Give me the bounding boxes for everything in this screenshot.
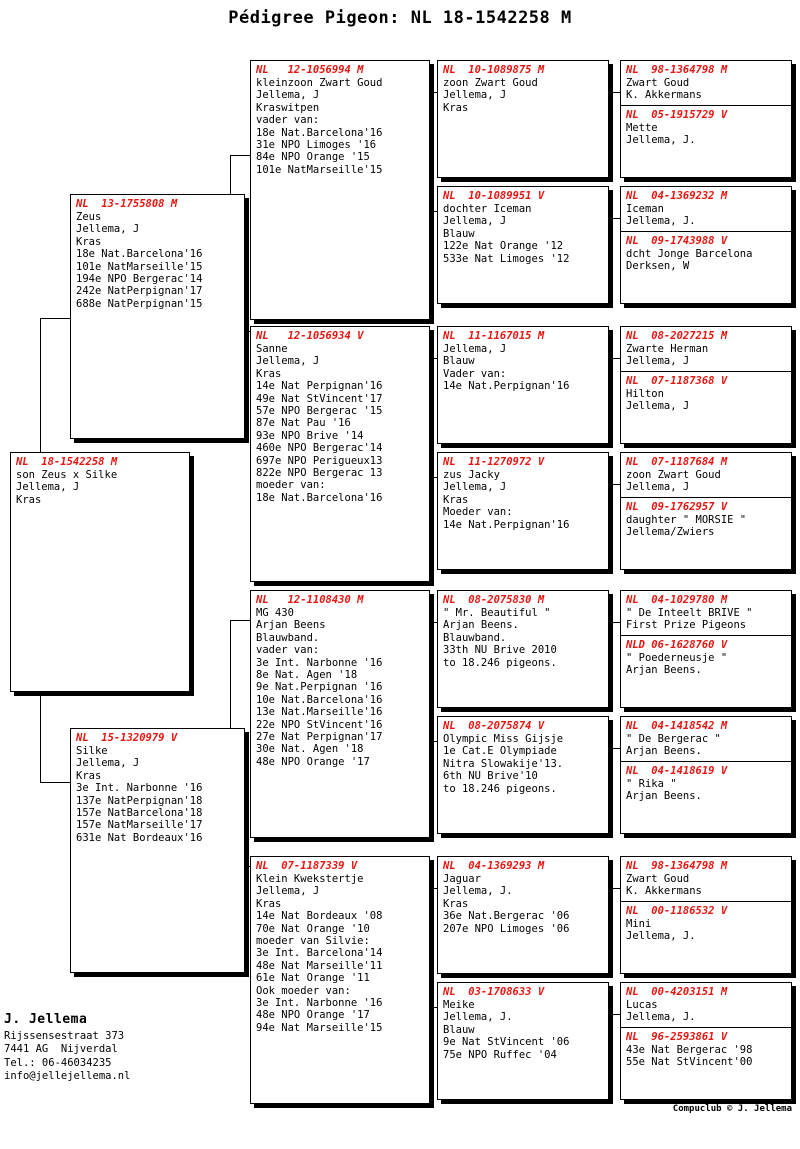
card-line: Jellema, J — [256, 89, 320, 102]
card-line: Ook moeder van: — [256, 984, 351, 997]
card-gen5-dss[interactable] — [620, 590, 792, 708]
ring-number: NL 04-1418542 M — [626, 720, 728, 732]
card-line: Jellema/Zwiers — [626, 526, 715, 539]
ring-number: NL 04-1369293 M — [443, 860, 545, 872]
card-gen5-ds[interactable] — [620, 326, 792, 444]
card-line: 84e NPO Orange '15 — [256, 151, 370, 164]
card-line: Zwarte Herman — [626, 343, 709, 355]
card-line: 8e Nat. Agen '18 — [256, 669, 358, 682]
ring-number: NL 10-1089875 M — [443, 64, 545, 76]
ring-number: NL 04-1369232 M — [626, 190, 728, 202]
card-line: Jellema, J — [256, 885, 320, 898]
software-credit: Compuclub © J. Jellema — [672, 1104, 792, 1114]
card-line: Kras — [443, 897, 469, 910]
ring-number: NL 18-1542258 M — [16, 456, 118, 468]
card-dam-sire-sire[interactable] — [437, 590, 609, 708]
owner-address: Rijssensestraat 373 — [4, 1029, 125, 1042]
card-line: Blauw — [443, 1023, 475, 1036]
divider — [621, 371, 791, 372]
card-line: dcht Jonge Barcelona — [626, 247, 753, 260]
divider — [621, 105, 791, 106]
card-sire-sire-dam[interactable] — [437, 186, 609, 304]
owner-phone: Tel.: 06-46034235 — [4, 1056, 112, 1069]
card-line: 61e Nat Orange '11 — [256, 972, 370, 985]
card-line: Jellema, J. — [626, 134, 696, 147]
card-line: 3e Int. Barcelona'14 — [256, 947, 383, 960]
card-line: to 18.246 pigeons. — [443, 656, 557, 669]
card-line: " De Inteelt BRIVE " — [626, 607, 753, 619]
card-dam[interactable] — [70, 728, 245, 973]
card-line: Jellema, J — [443, 89, 507, 102]
card-line: Klein Kwekstertje — [256, 873, 364, 885]
card-line: Mette — [626, 121, 658, 134]
card-line: Arjan Beens. — [626, 745, 702, 758]
card-line: Jellema, J — [443, 343, 507, 355]
ring-number: NL 15-1320979 V — [76, 732, 178, 744]
card-gen5-ss[interactable] — [620, 60, 792, 178]
card-line: Jellema, J — [443, 215, 507, 228]
card-line: Iceman — [626, 203, 664, 215]
card-line: kleinzoon Zwart Goud — [256, 77, 383, 89]
card-line: zus Jacky — [443, 469, 500, 481]
card-line: 70e Nat Orange '10 — [256, 922, 370, 935]
card-line: 1e Cat.E Olympiade — [443, 745, 557, 758]
ring-number: NL 04-1029780 M — [626, 594, 728, 606]
card-line: " Mr. Beautiful " — [443, 607, 551, 619]
divider — [621, 761, 791, 762]
card-line: 6th NU Brive'10 — [443, 770, 538, 783]
card-line: vader van: — [256, 644, 320, 657]
card-line: MG 430 — [256, 607, 294, 619]
ring-number: NL 13-1755808 M — [76, 198, 178, 210]
card-subject[interactable] — [10, 452, 190, 692]
ring-number: NL 11-1167015 M — [443, 330, 545, 342]
ring-number: NL 98-1364798 M — [626, 64, 728, 76]
card-line: son Zeus x Silke — [16, 469, 118, 481]
card-line: 14e Nat Bordeaux '08 — [256, 910, 383, 923]
card-line: 207e NPO Limoges '06 — [443, 922, 570, 935]
card-line: 822e NPO Bergerac 13 — [256, 467, 383, 480]
card-line: 48e NPO Orange '17 — [256, 1009, 370, 1022]
card-line: daughter " MORSIE " — [626, 513, 747, 526]
card-line: Blauwband. — [443, 631, 507, 644]
card-line: 242e NatPerpignan'17 — [76, 285, 203, 298]
card-line: dochter Iceman — [443, 203, 532, 215]
card-line: 18e Nat.Barcelona'16 — [256, 126, 383, 139]
card-line: 30e Nat. Agen '18 — [256, 743, 364, 756]
card-dam-sire-dam[interactable] — [437, 716, 609, 834]
card-dam-sire[interactable] — [250, 590, 430, 838]
card-dam-dam-dam[interactable] — [437, 982, 609, 1100]
page-title: Pédigree Pigeon: NL 18-1542258 M — [228, 8, 572, 28]
card-sire[interactable] — [70, 194, 245, 439]
card-line: Kras — [16, 493, 42, 506]
card-line: Jellema, J — [76, 757, 140, 770]
card-line: Jellema, J — [256, 355, 320, 368]
card-line: to 18.246 pigeons. — [443, 782, 557, 795]
card-line: Olympic Miss Gijsje — [443, 733, 564, 745]
card-line: 94e Nat Marseille'15 — [256, 1021, 383, 1034]
card-line: 533e Nat Limoges '12 — [443, 252, 570, 265]
ring-number: NL 12-1056934 V — [256, 330, 364, 342]
card-line: " De Bergerac " — [626, 733, 721, 745]
card-line: 49e Nat StVincent'17 — [256, 392, 383, 405]
card-line: moeder van Silvie: — [256, 935, 370, 948]
card-gen5-dsd[interactable] — [620, 716, 792, 834]
card-line: 101e NatMarseille'15 — [256, 163, 383, 176]
ring-number-2: NL 96-2593861 V — [626, 1030, 728, 1043]
card-line: 157e NatBarcelona'18 — [76, 807, 203, 820]
ring-number: NL 10-1089951 V — [443, 190, 545, 202]
card-line: Jellema, J. — [626, 930, 696, 943]
card-line: Kras — [76, 235, 102, 248]
ring-number-2: NLD 06-1628760 V — [626, 638, 728, 651]
card-line: Kras — [256, 367, 282, 380]
card-line: Arjan Beens. — [626, 790, 702, 803]
card-line: 137e NatPerpignan'18 — [76, 794, 203, 807]
ring-number: NL 08-2075830 M — [443, 594, 545, 606]
card-line: Hilton — [626, 387, 664, 400]
card-gen5-dds[interactable] — [620, 856, 792, 974]
card-line: 93e NPO Brive '14 — [256, 429, 364, 442]
card-line: 14e Nat.Perpignan'16 — [443, 380, 570, 393]
card-line: First Prize Pigeons — [626, 619, 747, 632]
ring-number: NL 08-2027215 M — [626, 330, 728, 342]
card-line: 31e NPO Limoges '16 — [256, 139, 377, 152]
card-line: Jellema, J. — [443, 1011, 513, 1024]
owner-name: J. Jellema — [4, 1012, 88, 1027]
card-line: Silke — [76, 745, 108, 757]
card-line: Jellema, J — [16, 481, 80, 494]
card-line: Zwart Goud — [626, 77, 690, 89]
card-line: 460e NPO Bergerac'14 — [256, 442, 383, 455]
card-line: 9e Nat StVincent '06 — [443, 1036, 570, 1049]
card-line: Derksen, W — [626, 260, 690, 273]
ring-number-2: NL 09-1743988 V — [626, 234, 728, 247]
card-line: 3e Int. Narbonne '16 — [256, 997, 383, 1010]
card-line: Kras — [443, 493, 469, 506]
card-line: Jellema, J — [443, 481, 507, 494]
owner-email[interactable]: info@jellejellema.nl — [4, 1070, 131, 1082]
card-line: Vader van: — [443, 367, 507, 380]
card-gen5-ddd[interactable] — [620, 982, 792, 1100]
ring-number: NL 11-1270972 V — [443, 456, 545, 468]
card-line: 697e NPO Perigueux13 — [256, 454, 383, 467]
ring-number-2: NL 09-1762957 V — [626, 500, 728, 513]
card-gen5-dd[interactable] — [620, 452, 792, 570]
card-line: Nitra Slowakije'13. — [443, 757, 564, 770]
ring-number-2: NL 00-1186532 V — [626, 904, 728, 917]
card-line: 688e NatPerpignan'15 — [76, 297, 203, 310]
ring-number: NL 07-1187339 V — [256, 860, 358, 872]
divider — [621, 635, 791, 636]
divider — [621, 497, 791, 498]
ring-number: NL 00-4203151 M — [626, 986, 728, 998]
card-line: Jellema, J. — [626, 215, 696, 228]
card-line: Kraswitpen — [256, 101, 320, 114]
card-line: 75e NPO Ruffec '04 — [443, 1048, 557, 1061]
card-line: 43e Nat Bergerac '98 — [626, 1043, 753, 1056]
card-line: Jellema, J — [626, 400, 690, 413]
card-line: 48e Nat Marseille'11 — [256, 959, 383, 972]
card-gen5-sd[interactable] — [620, 186, 792, 304]
card-line: 13e Nat.Marseille'16 — [256, 706, 383, 719]
card-line: 9e Nat.Perpignan '16 — [256, 681, 383, 694]
card-line: Blauwband. — [256, 631, 320, 644]
card-line: 18e Nat.Barcelona'16 — [256, 491, 383, 504]
ring-number: NL 07-1187684 M — [626, 456, 728, 468]
card-line: Arjan Beens. — [443, 619, 519, 632]
card-dam-dam[interactable] — [250, 856, 430, 1104]
card-line: Jaguar — [443, 873, 481, 885]
card-sire-sire-sire[interactable] — [437, 60, 609, 178]
card-line: 36e Nat.Bergerac '06 — [443, 910, 570, 923]
card-line: 3e Int. Narbonne '16 — [76, 782, 203, 795]
card-line: Mini — [626, 917, 652, 930]
card-line: 14e Nat.Perpignan'16 — [443, 518, 570, 531]
card-line: 33th NU Brive 2010 — [443, 644, 557, 657]
card-line: 10e Nat.Barcelona'16 — [256, 693, 383, 706]
card-line: 631e Nat Bordeaux'16 — [76, 831, 203, 844]
card-line: Blauw — [443, 355, 475, 368]
ring-number-2: NL 07-1187368 V — [626, 374, 728, 387]
card-line: 122e Nat Orange '12 — [443, 240, 564, 253]
card-line: 18e Nat.Barcelona'16 — [76, 248, 203, 261]
card-line: 87e Nat Pau '16 — [256, 417, 351, 430]
card-line: 157e NatMarseille'17 — [76, 819, 203, 832]
card-sire-sire[interactable] — [250, 60, 430, 320]
ring-number: NL 08-2075874 V — [443, 720, 545, 732]
card-line: K. Akkermans — [626, 89, 702, 102]
card-line: Jellema, J — [626, 481, 690, 494]
card-line: Moeder van: — [443, 506, 513, 519]
ring-number-2: NL 04-1418619 V — [626, 764, 728, 777]
ring-number: NL 12-1108430 M — [256, 594, 364, 606]
divider — [621, 901, 791, 902]
ring-number: NL 03-1708633 V — [443, 986, 545, 998]
card-line: 48e NPO Orange '17 — [256, 755, 370, 768]
card-dam-dam-sire[interactable] — [437, 856, 609, 974]
card-line: 57e NPO Bergerac '15 — [256, 405, 383, 418]
ring-number: NL 12-1056994 M — [256, 64, 364, 76]
card-line: Sanne — [256, 343, 288, 355]
card-line: Zwart Goud — [626, 873, 690, 885]
card-line: Kras — [443, 101, 469, 114]
ring-number: NL 98-1364798 M — [626, 860, 728, 872]
card-sire-dam-dam[interactable] — [437, 452, 609, 570]
card-line: zoon Zwart Goud — [626, 469, 721, 481]
card-line: moeder van: — [256, 479, 326, 492]
owner-city: 7441 AG Nijverdal — [4, 1043, 118, 1055]
card-line: Blauw — [443, 227, 475, 240]
card-line: Meike — [443, 999, 475, 1011]
owner-contact-block — [4, 1013, 130, 1084]
card-line: vader van: — [256, 114, 320, 127]
card-line: 27e Nat Perpignan'17 — [256, 731, 383, 744]
ring-number-2: NL 05-1915729 V — [626, 108, 728, 121]
card-line: 14e Nat Perpignan'16 — [256, 380, 383, 393]
card-line: zoon Zwart Goud — [443, 77, 538, 89]
card-line: " Poederneusje " — [626, 651, 728, 664]
card-line: Jellema, J. — [626, 1011, 696, 1024]
divider — [621, 1027, 791, 1028]
card-line: Zeus — [76, 211, 102, 223]
card-line: 194e NPO Bergerac'14 — [76, 273, 203, 286]
card-line: 101e NatMarseille'15 — [76, 260, 203, 273]
card-line: Jellema, J — [626, 355, 690, 368]
card-line: " Rika " — [626, 777, 677, 790]
card-line: Arjan Beens — [256, 619, 326, 632]
card-line: 22e NPO StVincent'16 — [256, 718, 383, 731]
card-line: Jellema, J. — [443, 885, 513, 898]
card-line: 55e Nat StVincent'00 — [626, 1056, 753, 1069]
card-sire-dam[interactable] — [250, 326, 430, 582]
card-sire-dam-sire[interactable] — [437, 326, 609, 444]
card-line: Kras — [76, 769, 102, 782]
card-line: 3e Int. Narbonne '16 — [256, 656, 383, 669]
card-line: K. Akkermans — [626, 885, 702, 898]
divider — [621, 231, 791, 232]
card-line: Arjan Beens. — [626, 664, 702, 677]
card-line: Kras — [256, 897, 282, 910]
card-line: Lucas — [626, 999, 658, 1011]
card-line: Jellema, J — [76, 223, 140, 236]
